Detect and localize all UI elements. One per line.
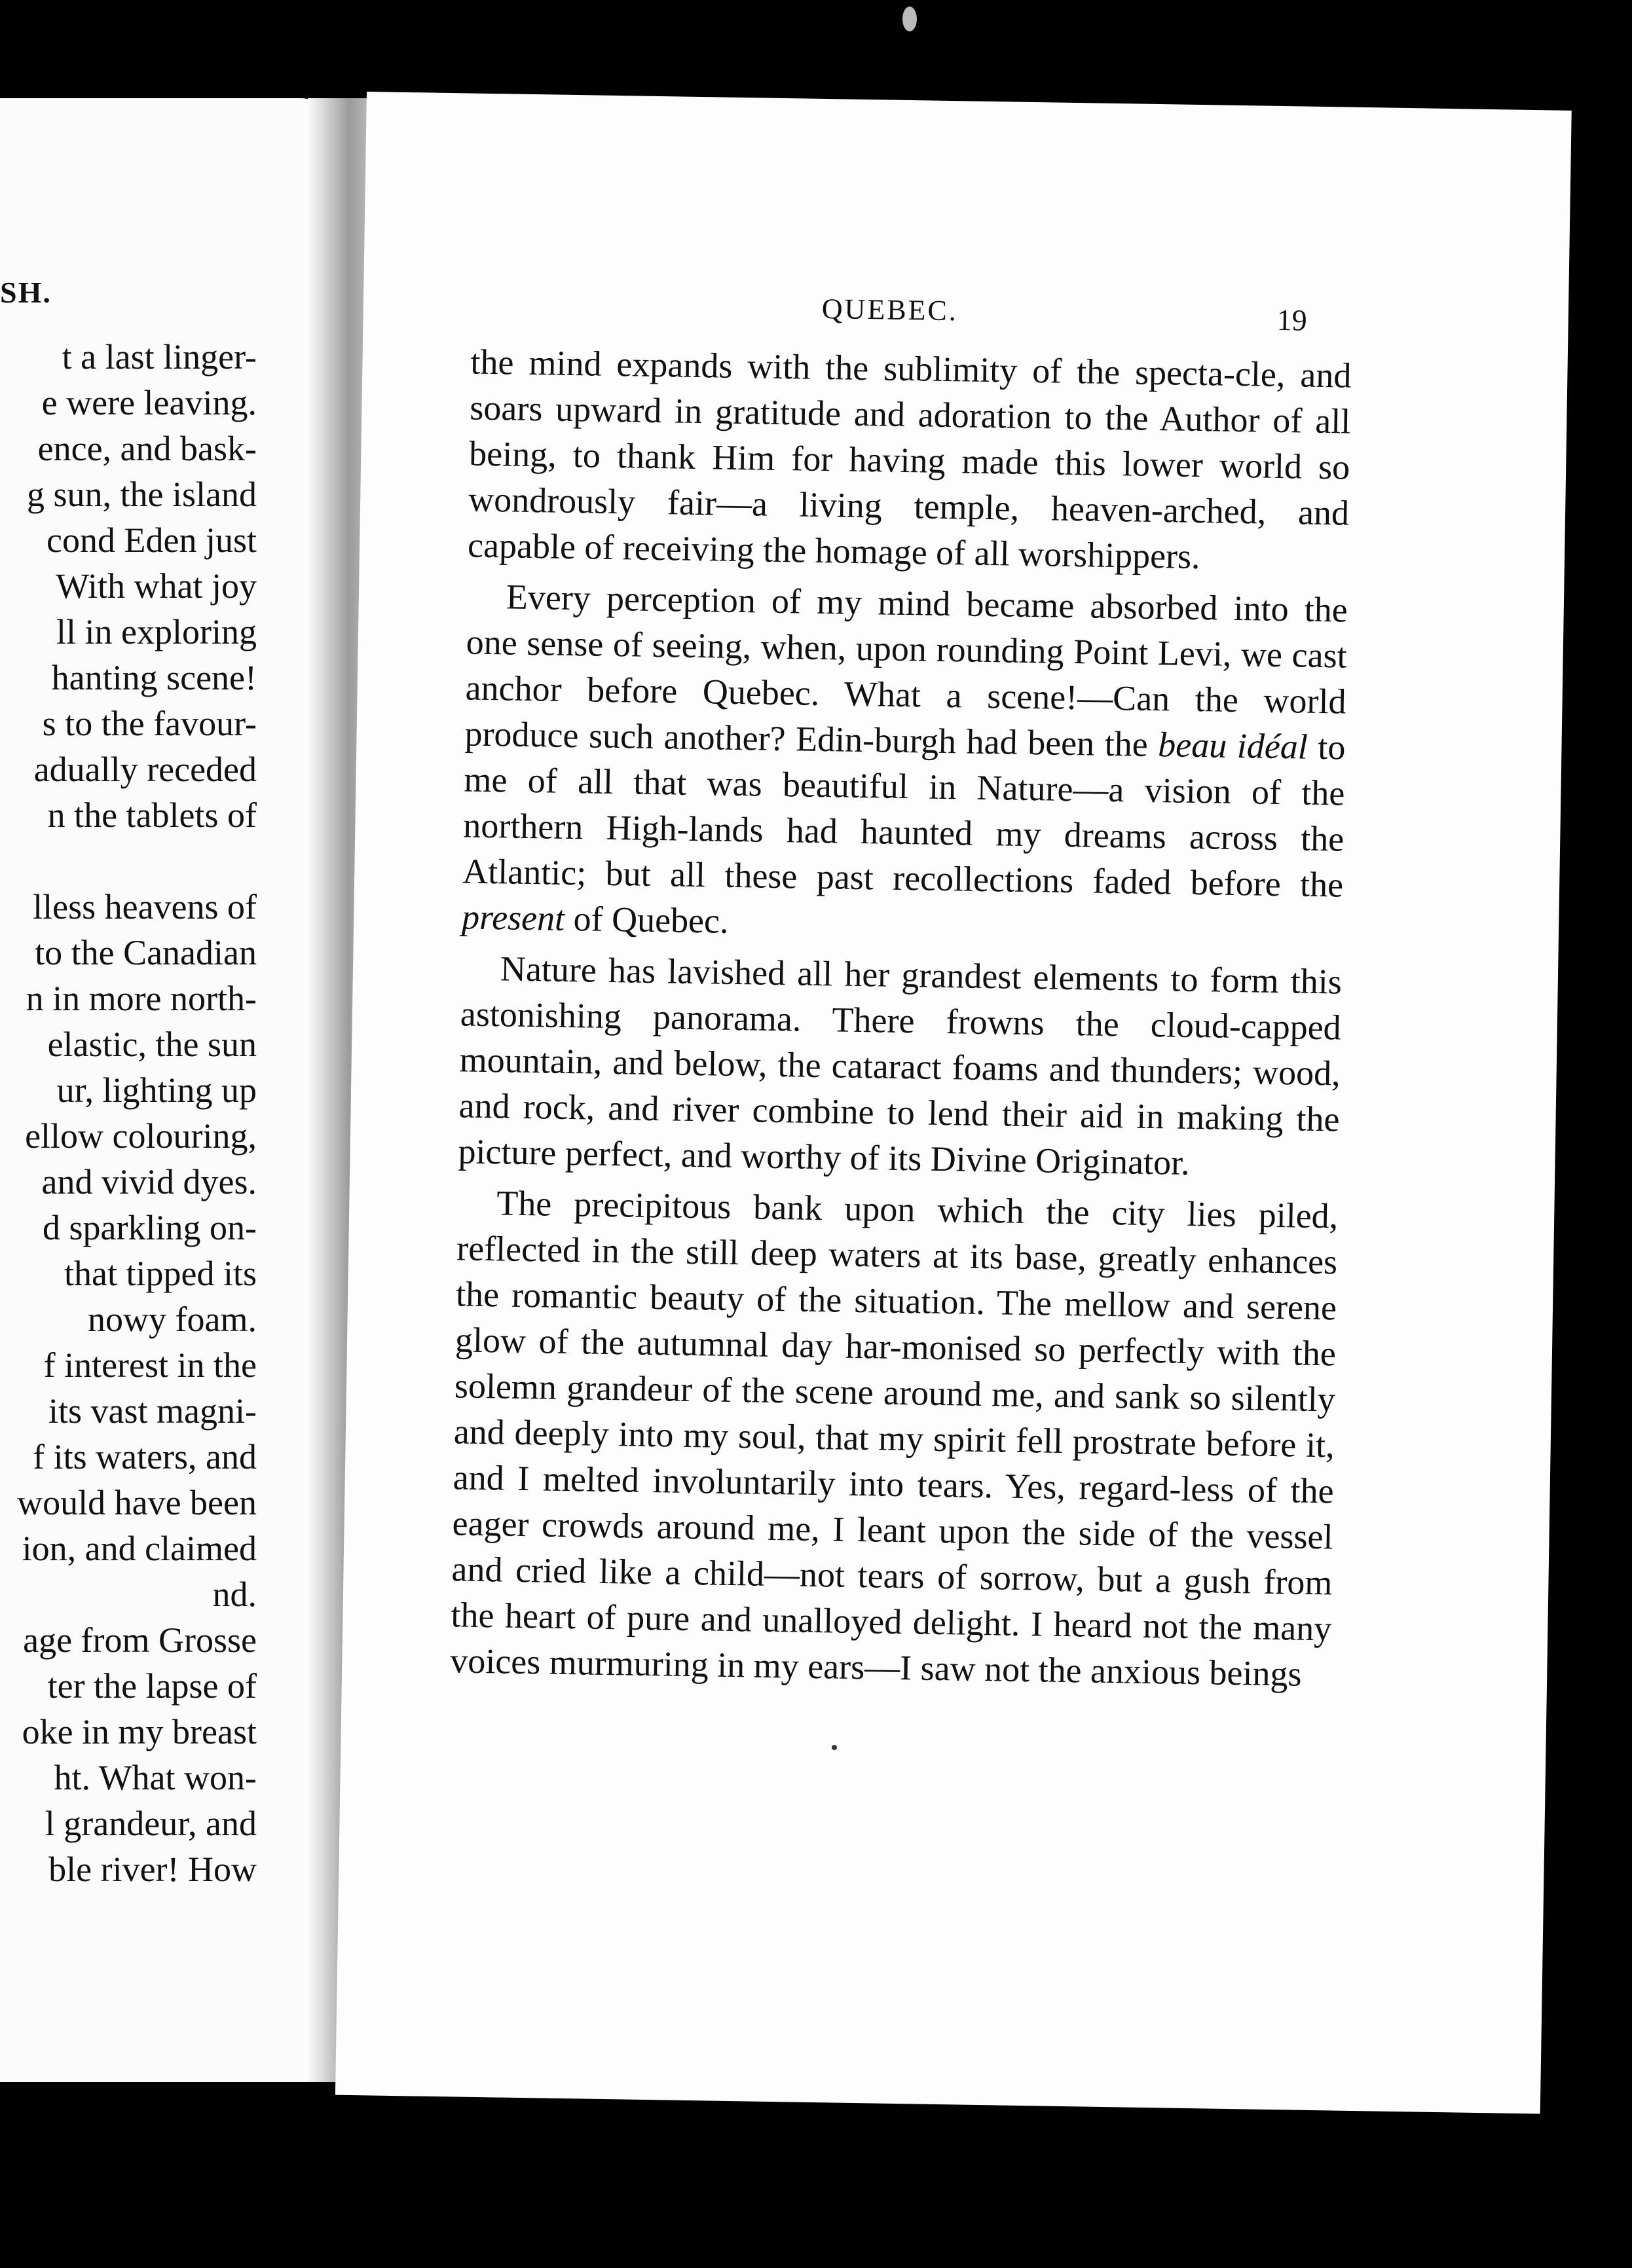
- body-paragraph: [458, 945, 1342, 1188]
- page-number: 19: [1276, 302, 1308, 337]
- left-page-line: ht. What won-: [54, 1758, 257, 1797]
- left-page-line: s to the favour-: [42, 704, 257, 743]
- left-page-line: f its waters, and: [33, 1437, 257, 1476]
- left-page-line: ble river! How: [48, 1850, 257, 1889]
- italic-phrase: beau idéal: [1157, 725, 1308, 767]
- left-page-line: ur, lighting up: [56, 1070, 257, 1110]
- text-run: The precipitous bank upon which the city lies piled, reflected in the still deep waters at its base, greatly enhances the romantic beauty of the situation. The mellow and serene glow of the autumnal day har-monised so perfectly with the solemn grandeur of the scene around me, and sank so silently and deeply into my soul, that my spirit fell prostrate before it, and I melted involuntarily into tears. Yes, regard-less of the eager crowds around me, I leant upon the side of the vessel and cried like a child—not tears of sorrow, but a gush from the heart of pure and unalloyed delight. I heard not the many voices murmuring in my ears—I saw not the anxious beings: [449, 1183, 1339, 1694]
- left-page-line: [0, 838, 257, 884]
- left-page-fragment: [0, 98, 327, 2082]
- body-paragraph: [450, 1179, 1339, 1697]
- left-page-line: n in more north-: [26, 979, 257, 1018]
- left-page-line: would have been: [17, 1483, 257, 1522]
- left-page-line: cond Eden just: [46, 521, 257, 560]
- left-page-line: ion, and claimed: [22, 1529, 257, 1568]
- left-page-line: hanting scene!: [51, 658, 257, 697]
- left-page-line: to the Canadian: [35, 933, 257, 972]
- left-page-line: l grandeur, and: [45, 1804, 257, 1843]
- left-page-line: nowy foam.: [88, 1300, 257, 1339]
- scan-speck: [832, 1745, 837, 1750]
- scan-speck: [902, 7, 917, 31]
- left-page-line: f interest in the: [43, 1345, 257, 1385]
- body-paragraph: [462, 574, 1348, 954]
- left-page-line: ence, and bask-: [37, 429, 257, 468]
- left-page-line: that tipped its: [64, 1254, 257, 1293]
- left-page-text: [0, 334, 257, 1892]
- left-page-line: ellow colouring,: [25, 1116, 257, 1156]
- left-page-line: age from Grosse: [23, 1620, 257, 1660]
- left-page-line: oke in my breast: [22, 1712, 257, 1751]
- left-page-line: e were leaving.: [41, 383, 257, 422]
- page-body-text: [450, 339, 1352, 1698]
- right-page: [335, 92, 1572, 2114]
- left-page-line: t a last linger-: [62, 337, 257, 376]
- left-page-line: With what joy: [56, 566, 257, 606]
- left-page-line: ter the lapse of: [47, 1666, 257, 1706]
- italic-phrase: present: [461, 897, 565, 938]
- left-page-line: d sparkling on-: [43, 1208, 257, 1247]
- running-head-title: QUEBEC.: [821, 292, 959, 327]
- left-page-line: ll in exploring: [56, 612, 257, 651]
- left-page-line: its vast magni-: [48, 1391, 257, 1431]
- left-page-line: and vivid dyes.: [41, 1162, 257, 1201]
- text-run: Nature has lavished all her grandest elements to form this astonishing panorama. There frowns the cloud-capped mountain, and below, the cataract foams and thunders; wood, and rock, and river combine to lend their aid in making the picture perfect, and worthy of its Divine Originator.: [458, 949, 1343, 1182]
- left-page-line: g sun, the island: [27, 475, 257, 514]
- text-run: Every perception of my mind became absorbed into the one sense of seeing, when, upon rounding Point Levi, we cast anchor before Quebec. What a scene!—Can the world produce such another? Edin-burgh had been the: [464, 577, 1348, 765]
- body-paragraph: [468, 339, 1352, 582]
- left-page-line: elastic, the sun: [47, 1025, 257, 1064]
- left-page-line: n the tablets of: [47, 796, 257, 835]
- left-page-line: adually receded: [33, 750, 257, 789]
- text-run: of Quebec.: [564, 898, 730, 941]
- text-run: the mind expands with the sublimity of the specta-cle, and soars upward in gratitude and adoration to the Author of all being, to thank Him for having made this lower world so wondrously fair—a living temple, heaven-arched, and capable of receiving the homage of all worshippers.: [467, 342, 1352, 577]
- left-page-line: lless heavens of: [33, 887, 257, 926]
- left-running-head: SH.: [0, 276, 52, 309]
- text-run: to me of all that was beautiful in Nature—a vision of the northern High-lands had haunted my dreams across the Atlantic; but all these past recollections faded before the: [462, 727, 1346, 905]
- left-page-line: nd.: [212, 1575, 257, 1614]
